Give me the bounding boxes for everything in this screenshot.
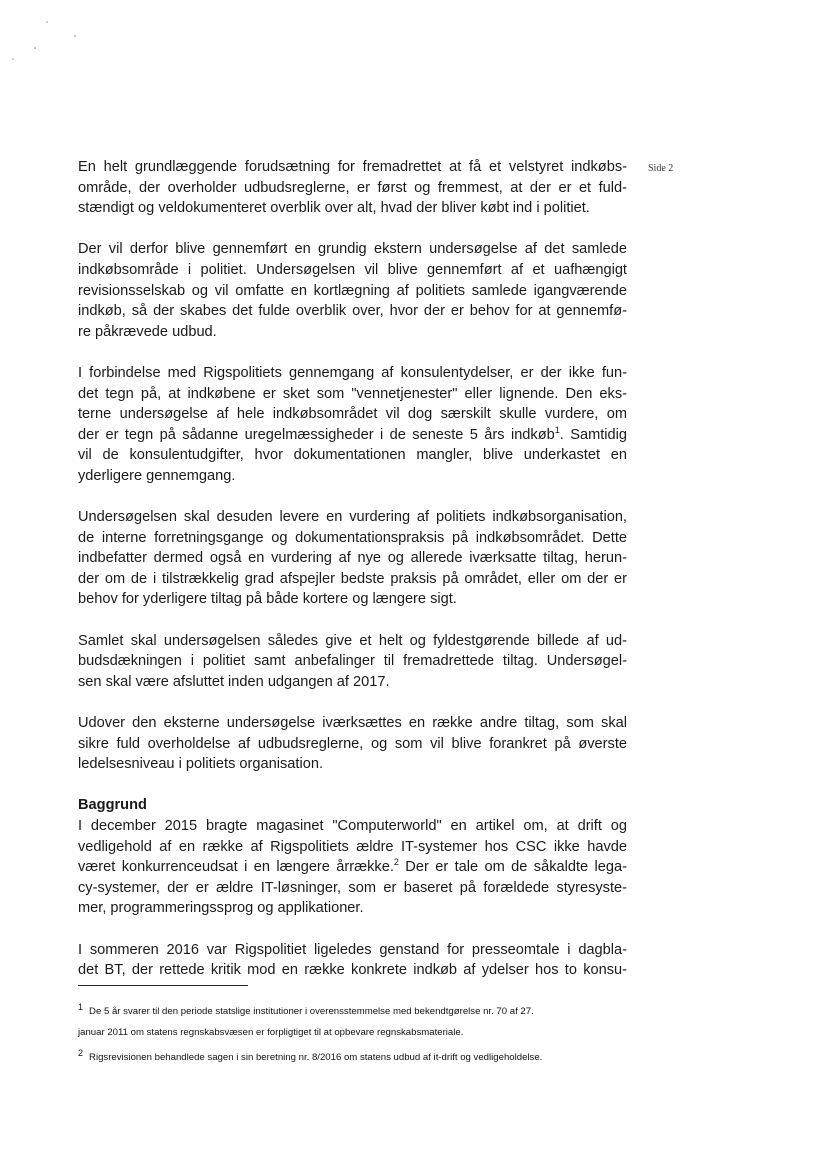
text-line: I forbindelse med Rigspolitiets gennemgang af konsulentydelser, er der ikke fun-	[78, 364, 627, 381]
footnote-divider	[78, 985, 248, 986]
page-number-label: Side 2	[648, 163, 674, 174]
text-line-with-footnote	[78, 425, 627, 446]
footnote-marker: 2	[78, 1048, 84, 1058]
paragraph-1	[78, 157, 627, 219]
text-line: de interne forretningsgange og dokumentationspraksis på indkøbsområdet. Dette	[78, 529, 627, 546]
scan-specks	[0, 0, 100, 70]
text-line: det BT, der rettede kritik mod en række konkrete indkøb af ydelser hos to konsu-	[78, 962, 627, 979]
paragraph-last	[78, 940, 627, 981]
text-line: Undersøgelsen skal desuden levere en vurdering af politiets indkøbsorganisation,	[78, 509, 627, 526]
text-fragment: Der er tale om de såkaldte lega-	[398, 859, 628, 876]
text-line: terne undersøgelse af hele indkøbsområdet vil dog særskilt skulle vurdere, om	[78, 406, 627, 423]
text-line: Samlet skal undersøgelsen således give et helt og fyldestgørende billede af ud-	[78, 632, 627, 649]
text-line: yderligere gennemgang.	[78, 467, 236, 484]
text-line: re påkrævede udbud.	[78, 323, 217, 340]
text-line: budsdækningen i politiet samt anbefalinger til fremadrettede tiltag. Undersøgel-	[78, 653, 627, 670]
text-line: cy-systemer, der er ældre IT-løsninger, som er baseret på forældede styresyste-	[78, 879, 627, 896]
text-line: vil de konsulentudgifter, hvor dokumentationen mangler, blive underkastet en	[78, 447, 627, 464]
text-fragment: der er tegn på sådanne uregelmæssigheder i de seneste 5 års indkøb	[78, 426, 555, 443]
text-line: der om de i tilstrækkelig grad afspejler bedste praksis på området, eller om der er	[78, 570, 627, 587]
paragraph-4	[78, 507, 627, 610]
text-fragment: været konkurrenceudsat i en længere årrække.	[78, 859, 394, 876]
footnote-ref-1[interactable]: 1	[554, 424, 560, 435]
footnote-marker: 1	[78, 1002, 84, 1012]
text-line: revisionsselskab og vil omfatte en kortlægning af politiets samlede igangværende	[78, 282, 627, 299]
paragraph-2	[78, 239, 627, 342]
footnote-line	[78, 1043, 630, 1069]
footnote-1	[78, 997, 630, 1043]
text-line: indkøb, så der skabes det fulde overblik over, hvor der er behov for at gennemfø-	[78, 303, 627, 320]
text-line: indbefatter dermed også en vurdering af nye og allerede iværksatte tiltag, herun-	[78, 550, 627, 567]
footnote-ref-2[interactable]: 2	[393, 857, 399, 868]
footnote-text: Rigsrevisionen behandlede sagen i sin beretning nr. 8/2016 om statens udbud af it-drift og vedligeholdelse.	[89, 1052, 543, 1063]
text-line: I sommeren 2016 var Rigspolitiet ligeledes genstand for presseomtale i dagbla-	[78, 941, 627, 958]
text-line: indkøbsområde i politiet. Undersøgelsen vil blive gennemført af et uafhængigt	[78, 261, 627, 278]
footnote-text: De 5 år svarer til den periode statslige institutioner i overensstemmelse med bekendtgørelse nr. 70 af 27.	[89, 1006, 534, 1017]
text-line-with-footnote	[78, 857, 627, 878]
body-text	[78, 157, 627, 1001]
section-heading: Baggrund	[78, 797, 147, 814]
footnote-line	[78, 997, 630, 1023]
text-line: vedligehold af en række af Rigspolitiets ældre IT-systemer hos CSC ikke havde	[78, 838, 627, 855]
text-fragment: . Samtidig	[559, 426, 628, 443]
paragraph-6	[78, 713, 627, 775]
text-line: Der vil derfor blive gennemført en grundig ekstern undersøgelse af det samlede	[78, 241, 627, 258]
footnote-2	[78, 1043, 630, 1069]
text-line: I december 2015 bragte magasinet "Computerworld" en artikel om, at drift og	[78, 818, 627, 834]
text-line: Udover den eksterne undersøgelse iværksættes en række andre tiltag, som skal	[78, 715, 627, 732]
paragraph-3	[78, 363, 627, 487]
text-line: behov for yderligere tiltag på både kortere og længere sigt.	[78, 591, 457, 608]
text-line: område, der overholder udbudsreglerne, er først og fremmest, at der er et fuld-	[78, 179, 627, 196]
text-line: sikre fuld overholdelse af udbudsreglerne, og som vil blive forankret på øverste	[78, 735, 627, 752]
paragraph-5	[78, 631, 627, 693]
text-line: ledelsesniveau i politiets organisation.	[78, 756, 324, 773]
text-line: mer, programmeringssprog og applikationer.	[78, 900, 364, 917]
text-line: En helt grundlæggende forudsætning for fremadrettet at få et velstyret indkøbs-	[78, 159, 627, 175]
section-baggrund	[78, 795, 627, 919]
footnotes	[78, 997, 630, 1069]
text-line: stændigt og veldokumenteret overblik over alt, hvad der bliver købt ind i politiet.	[78, 200, 590, 217]
text-line: det tegn på, at indkøbene er sket som "vennetjenester" eller lignende. Den eks-	[78, 385, 627, 402]
text-line: sen skal være afsluttet inden udgangen af 2017.	[78, 673, 390, 690]
footnote-line: januar 2011 om statens regnskabsvæsen er forpligtiget til at opbevare regnskabsmateriale.	[78, 1026, 464, 1038]
